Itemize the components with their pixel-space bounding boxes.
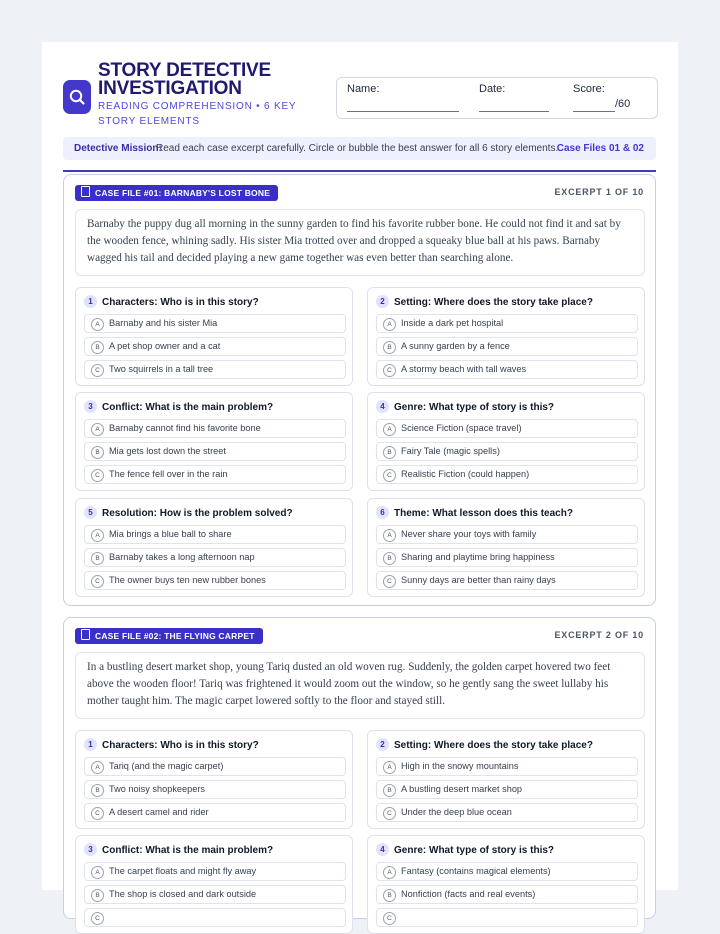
answer-bubble[interactable]: B (383, 552, 396, 565)
answer-option[interactable] (84, 465, 346, 484)
answer-text: Science Fiction (space travel) (401, 423, 522, 433)
question-card (367, 730, 645, 829)
question-heading (84, 295, 259, 308)
answer-bubble[interactable]: B (91, 552, 104, 565)
answer-text: The shop is closed and dark outside (109, 889, 257, 899)
answer-text: A stormy beach with tall waves (401, 364, 527, 374)
answer-option[interactable] (376, 571, 638, 590)
story-passage: Barnaby the puppy dug all morning in the sunny garden to find his favorite rubber bone. He could not find it and sat by the wooden fence, whining sadly. His sister Mia trotted over and dropped a squeaky blue ball at his paws. Barnaby wagged his tail and decided playing a new game together was even better than searching alone. (75, 209, 645, 276)
question-prompt: Genre: What type of story is this? (394, 845, 555, 856)
answer-option[interactable] (376, 525, 638, 544)
question-prompt: Characters: Who is in this story? (102, 740, 259, 751)
answer-option[interactable] (376, 442, 638, 461)
question-prompt: Characters: Who is in this story? (102, 297, 259, 308)
case-files-label: Case Files 01 & 02 (556, 143, 644, 154)
case-file-badge (75, 628, 263, 644)
mission-text: Read each case excerpt carefully. Circle or bubble the best answer for all 6 story elements. (156, 143, 559, 154)
question-card (367, 392, 645, 491)
question-number: 5 (84, 506, 97, 519)
answer-option[interactable] (376, 419, 638, 438)
question-number: 1 (84, 295, 97, 308)
case-file-title: CASE FILE #01: BARNABY'S LOST BONE (95, 188, 271, 198)
answer-option[interactable] (84, 337, 346, 356)
case-file-badge (75, 185, 278, 201)
answer-text: Two squirrels in a tall tree (109, 364, 214, 374)
date-label: Date: (479, 83, 506, 95)
answer-bubble[interactable]: B (383, 784, 396, 797)
answer-text: Barnaby takes a long afternoon nap (109, 552, 255, 562)
date-field[interactable] (479, 83, 505, 95)
question-card (367, 287, 645, 386)
answer-option[interactable] (376, 337, 638, 356)
answer-text: The carpet floats and might fly away (109, 866, 257, 876)
answer-option[interactable] (376, 757, 638, 776)
question-heading (376, 506, 573, 519)
answer-option[interactable] (84, 442, 346, 461)
score-total: /60 (615, 98, 631, 110)
answer-bubble[interactable]: C (383, 807, 396, 820)
answer-bubble[interactable]: C (91, 807, 104, 820)
question-prompt: Genre: What type of story is this? (394, 402, 555, 413)
question-heading (376, 295, 593, 308)
case-file-card (63, 174, 656, 606)
answer-bubble[interactable]: A (383, 318, 396, 331)
answer-text: The fence fell over in the rain (109, 469, 228, 479)
answer-text: Mia gets lost down the street (109, 446, 226, 456)
answer-bubble[interactable]: C (383, 364, 396, 377)
answer-bubble[interactable]: A (383, 529, 396, 542)
answer-bubble[interactable]: B (91, 784, 104, 797)
answer-option[interactable] (84, 780, 346, 799)
question-number: 1 (84, 738, 97, 751)
page-title: STORY DETECTIVE INVESTIGATION (98, 60, 271, 99)
question-number: 6 (376, 506, 389, 519)
answer-option[interactable] (376, 465, 638, 484)
score-line[interactable] (573, 111, 615, 112)
question-card (75, 835, 353, 934)
question-card (75, 498, 353, 597)
worksheet-page (42, 42, 678, 922)
question-card (75, 392, 353, 491)
answer-bubble[interactable]: A (91, 529, 104, 542)
answer-text: Barnaby and his sister Mia (109, 318, 218, 328)
answer-option[interactable] (376, 862, 638, 881)
answer-text: Barnaby cannot find his favorite bone (109, 423, 261, 433)
question-prompt: Theme: What lesson does this teach? (394, 508, 573, 519)
answer-option[interactable] (376, 314, 638, 333)
score-label: Score: (573, 83, 605, 95)
answer-bubble[interactable]: B (91, 889, 104, 902)
document-icon (81, 186, 90, 197)
answer-bubble[interactable]: C (91, 912, 104, 925)
answer-option[interactable] (84, 360, 346, 379)
answer-text: Inside a dark pet hospital (401, 318, 504, 328)
question-heading (376, 843, 554, 856)
answer-bubble[interactable]: C (91, 575, 104, 588)
date-line[interactable] (479, 111, 549, 112)
answer-bubble[interactable]: B (383, 446, 396, 459)
answer-option[interactable] (376, 360, 638, 379)
question-prompt: Setting: Where does the story take place? (394, 740, 593, 751)
answer-text: Never share your toys with family (401, 529, 537, 539)
mission-banner (63, 137, 656, 160)
question-heading (376, 400, 554, 413)
answer-option[interactable] (84, 419, 346, 438)
question-heading (84, 843, 273, 856)
answer-bubble[interactable]: B (383, 889, 396, 902)
question-card (367, 498, 645, 597)
answer-text: Mia brings a blue ball to share (109, 529, 232, 539)
story-passage: In a bustling desert market shop, young Tariq dusted an old woven rug. Suddenly, the golden carpet hovered two feet above the wooden floor! Tariq was frightened it would zoom out the window, so he gently sang the sweet lullaby his mother taught him. The magic carpet lowered softly to the floor and stayed still. (75, 652, 645, 719)
question-card (367, 835, 645, 934)
answer-text: A bustling desert market shop (401, 784, 523, 794)
answer-text: Tariq (and the magic carpet) (109, 761, 224, 771)
answer-bubble[interactable]: A (91, 761, 104, 774)
answer-text: Sharing and playtime bring happiness (401, 552, 555, 562)
question-heading (84, 738, 259, 751)
question-heading (84, 506, 293, 519)
answer-option[interactable] (376, 803, 638, 822)
answer-option[interactable] (84, 803, 346, 822)
excerpt-counter: EXCERPT 2 OF 10 (554, 630, 644, 640)
answer-bubble[interactable]: A (91, 866, 104, 879)
answer-option[interactable] (84, 885, 346, 904)
question-number: 4 (376, 843, 389, 856)
question-heading (376, 738, 593, 751)
case-file-title: CASE FILE #02: THE FLYING CARPET (95, 631, 255, 641)
excerpt-counter: EXCERPT 1 OF 10 (554, 187, 644, 197)
question-number: 2 (376, 738, 389, 751)
name-field[interactable] (347, 83, 379, 95)
worksheet-header (42, 42, 678, 137)
answer-bubble[interactable]: A (383, 866, 396, 879)
page-subtitle: READING COMPREHENSION • 6 KEY STORY ELEMENTS (98, 101, 297, 127)
answer-option[interactable] (376, 780, 638, 799)
mission-label: Detective Mission: (74, 143, 162, 154)
answer-text: High in the snowy mountains (401, 761, 519, 771)
student-info-box (336, 77, 658, 119)
question-number: 2 (376, 295, 389, 308)
answer-text: Under the deep blue ocean (401, 807, 512, 817)
document-icon (81, 629, 90, 640)
name-label: Name: (347, 83, 380, 95)
answer-text: Two noisy shopkeepers (109, 784, 206, 794)
answer-bubble[interactable]: C (91, 364, 104, 377)
question-number: 3 (84, 400, 97, 413)
answer-text: Nonfiction (facts and real events) (401, 889, 536, 899)
question-prompt: Conflict: What is the main problem? (102, 402, 274, 413)
answer-text: Sunny days are better than rainy days (401, 575, 556, 585)
answer-bubble[interactable]: A (91, 318, 104, 331)
answer-bubble[interactable]: C (383, 912, 396, 925)
answer-option[interactable] (376, 908, 638, 927)
answer-option[interactable] (376, 548, 638, 567)
header-divider (63, 170, 656, 172)
question-prompt: Resolution: How is the problem solved? (102, 508, 293, 519)
answer-option[interactable] (84, 314, 346, 333)
question-prompt: Conflict: What is the main problem? (102, 845, 274, 856)
answer-text: Fairy Tale (magic spells) (401, 446, 500, 456)
answer-option[interactable] (376, 885, 638, 904)
magnifier-icon (63, 80, 91, 114)
answer-bubble[interactable]: A (383, 423, 396, 436)
answer-bubble[interactable]: B (383, 341, 396, 354)
answer-option[interactable] (84, 525, 346, 544)
score-field[interactable] (573, 83, 631, 110)
answer-bubble[interactable]: B (91, 341, 104, 354)
answer-text: A pet shop owner and a cat (109, 341, 221, 351)
answer-bubble[interactable]: C (383, 575, 396, 588)
question-heading (84, 400, 273, 413)
name-line[interactable] (347, 111, 459, 112)
case-file-card (63, 617, 656, 922)
answer-bubble[interactable]: A (91, 423, 104, 436)
answer-option[interactable] (84, 862, 346, 881)
answer-text: Fantasy (contains magical elements) (401, 866, 551, 876)
answer-bubble[interactable]: A (383, 761, 396, 774)
answer-option[interactable] (84, 908, 346, 927)
answer-option[interactable] (84, 548, 346, 567)
answer-text: A sunny garden by a fence (401, 341, 510, 351)
answer-text: The owner buys ten new rubber bones (109, 575, 266, 585)
question-number: 4 (376, 400, 389, 413)
answer-text: A desert camel and rider (109, 807, 209, 817)
answer-option[interactable] (84, 757, 346, 776)
answer-option[interactable] (84, 571, 346, 590)
question-card (75, 730, 353, 829)
question-prompt: Setting: Where does the story take place? (394, 297, 593, 308)
answer-text: Realistic Fiction (could happen) (401, 469, 530, 479)
answer-bubble[interactable]: B (91, 446, 104, 459)
answer-bubble[interactable]: C (91, 469, 104, 482)
question-number: 3 (84, 843, 97, 856)
question-card (75, 287, 353, 386)
answer-bubble[interactable]: C (383, 469, 396, 482)
